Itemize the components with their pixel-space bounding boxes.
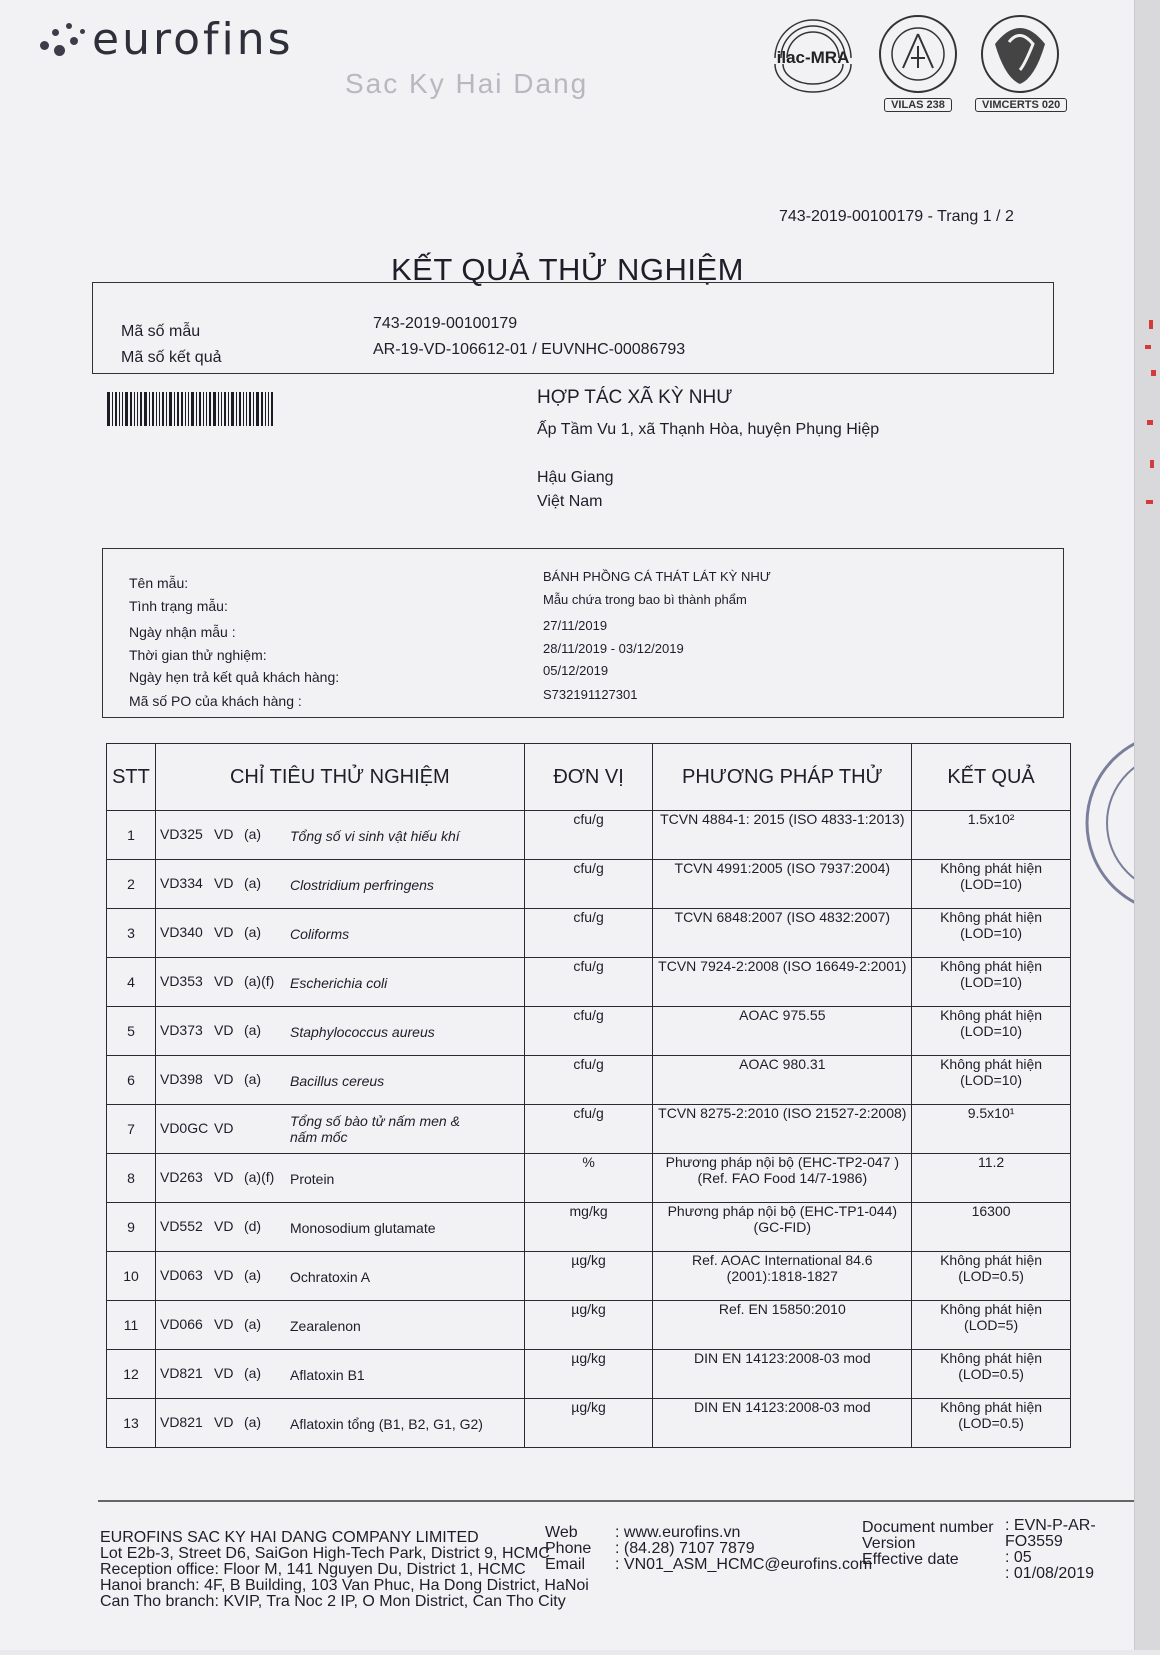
row-lab: VD: [213, 1022, 234, 1039]
results-table: [106, 743, 1071, 1448]
barcode-bar: [107, 392, 110, 426]
row-method: Phương pháp nội bộ (EHC-TP1-044) (GC-FID): [653, 1203, 912, 1252]
row-lab: VD: [213, 973, 234, 990]
row-flag: (a): [243, 875, 262, 892]
row-result: Không phát hiện (LOD=10): [912, 860, 1071, 909]
header-test: CHỈ TIÊU THỬ NGHIỆM: [155, 744, 524, 811]
barcode-bar: [149, 392, 150, 426]
customer-address-line1: Ấp Tầm Vu 1, xã Thạnh Hòa, huyện Phụng Hiệp: [537, 421, 880, 438]
row-flag: (a): [243, 1022, 262, 1039]
row-result: Không phát hiện (LOD=5): [912, 1301, 1071, 1350]
barcode-bar: [221, 392, 222, 426]
row-test: [155, 1252, 524, 1301]
row-unit: cfu/g: [524, 860, 653, 909]
logo-text: eurofins: [92, 14, 294, 65]
barcode-bar: [228, 392, 229, 426]
barcode-bar: [159, 392, 160, 426]
barcode-bar: [249, 392, 251, 426]
due-date-value: 05/12/2019: [543, 663, 609, 678]
row-stt: 2: [107, 860, 156, 909]
row-test: [155, 1154, 524, 1203]
row-result: Không phát hiện (LOD=10): [912, 1056, 1071, 1105]
customer-company: HỢP TÁC XÃ KỲ NHƯ: [537, 387, 733, 408]
sample-number-value: 743-2019-00100179: [373, 315, 518, 332]
email-value: : VN01_ASM_HCMC@eurofins.com: [615, 1556, 873, 1573]
barcode: [107, 392, 339, 426]
barcode-bar: [209, 392, 211, 426]
logo-dots-icon: [36, 15, 92, 65]
table-row: [107, 1056, 1071, 1105]
row-method: DIN EN 14123:2008-03 mod: [653, 1350, 912, 1399]
table-row: [107, 1007, 1071, 1056]
barcode-bar: [174, 392, 175, 426]
barcode-bar: [256, 392, 259, 426]
vilas-label: VILAS 238: [884, 98, 952, 112]
footer-hanoi-address: Hanoi branch: 4F, B Building, 103 Van Phuc, Ha Dong District, HaNoi: [100, 1577, 589, 1594]
barcode-bar: [144, 392, 147, 426]
row-method: TCVN 4884-1: 2015 (ISO 4833-1:2013): [653, 811, 912, 860]
barcode-bar: [224, 392, 226, 426]
barcode-bar: [166, 392, 167, 426]
row-test-name: Escherichia coli: [289, 974, 388, 991]
row-method: DIN EN 14123:2008-03 mod: [653, 1399, 912, 1448]
page-reference: 743-2019-00100179 - Trang 1 / 2: [779, 208, 1014, 225]
row-unit: cfu/g: [524, 811, 653, 860]
footer-contact-values: [615, 1525, 872, 1573]
row-lab: VD: [213, 1169, 234, 1186]
web-value: : www.eurofins.vn: [615, 1524, 741, 1541]
table-row: [107, 860, 1071, 909]
vimcerts-badge: [975, 14, 1067, 112]
vimcerts-label: VIMCERTS 020: [975, 98, 1067, 112]
bureau-accreditation-seal-icon: [873, 14, 963, 96]
barcode-bar: [119, 392, 120, 426]
row-test: [155, 860, 524, 909]
barcode-bar: [162, 392, 164, 426]
row-method: AOAC 980.31: [653, 1056, 912, 1105]
table-row: [107, 811, 1071, 860]
table-row: [107, 909, 1071, 958]
row-method: TCVN 7924-2:2008 (ISO 16649-2:2001): [653, 958, 912, 1007]
ilac-mra-logo-icon: [765, 14, 861, 94]
row-test-name: Bacillus cereus: [289, 1072, 385, 1089]
row-lab: VD: [213, 924, 234, 941]
row-code: VD066: [159, 1316, 203, 1333]
effective-date-label: Effective date: [862, 1551, 959, 1568]
row-method: TCVN 6848:2007 (ISO 4832:2007): [653, 909, 912, 958]
document-number-label: Document number: [862, 1519, 994, 1536]
row-test-name: Tổng số bào tử nấm men & nấm mốc: [289, 1113, 460, 1145]
row-lab: VD: [213, 1218, 234, 1235]
barcode-bar: [196, 392, 197, 426]
barcode-bar: [185, 392, 186, 426]
row-result: Không phát hiện (LOD=0.5): [912, 1350, 1071, 1399]
footer-doc-labels: [862, 1520, 994, 1568]
table-row: [107, 1350, 1071, 1399]
row-result: Không phát hiện (LOD=10): [912, 1007, 1071, 1056]
barcode-bar: [169, 392, 172, 426]
row-flag: (a): [243, 1071, 262, 1088]
row-test: [155, 1203, 524, 1252]
row-code: VD398: [159, 1071, 203, 1088]
row-code: VD0GC: [159, 1119, 209, 1136]
row-stt: 5: [107, 1007, 156, 1056]
web-label: Web: [545, 1524, 578, 1541]
row-flag: (a): [243, 924, 262, 941]
sample-name-value: BÁNH PHỒNG CÁ THÁT LÁT KỲ NHƯ: [543, 569, 771, 584]
barcode-bar: [140, 392, 142, 426]
sample-condition-label: Tình trạng mẫu:: [129, 598, 228, 614]
row-lab: VD: [213, 1316, 234, 1333]
table-row: [107, 1203, 1071, 1252]
table-row: [107, 1252, 1071, 1301]
version-label: Version: [862, 1535, 916, 1552]
row-result: 11.2: [912, 1154, 1071, 1203]
email-label: Email: [545, 1556, 586, 1573]
barcode-bar: [265, 392, 266, 426]
effective-date-value: : 01/08/2019: [1005, 1565, 1094, 1582]
row-flag: (a)(f): [243, 1169, 275, 1186]
barcode-bar: [191, 392, 194, 426]
barcode-bar: [243, 392, 244, 426]
header-result: KẾT QUẢ: [912, 744, 1071, 811]
row-method: Ref. EN 15850:2010: [653, 1301, 912, 1350]
row-code: VD353: [159, 973, 203, 990]
row-test: [155, 1056, 524, 1105]
row-flag: (a): [243, 1365, 262, 1382]
row-unit: cfu/g: [524, 958, 653, 1007]
barcode-bar: [112, 392, 113, 426]
sample-name-label: Tên mẫu:: [129, 575, 189, 591]
footer-divider: [98, 1500, 1138, 1502]
row-lab: VD: [213, 1414, 234, 1431]
row-unit: mg/kg: [524, 1203, 653, 1252]
barcode-bar: [218, 392, 219, 426]
row-test-name: Aflatoxin tổng (B1, B2, G1, G2): [289, 1415, 483, 1432]
row-stt: 11: [107, 1301, 156, 1350]
row-code: VD340: [159, 924, 203, 941]
eurofins-logo: [36, 14, 294, 65]
barcode-bar: [152, 392, 154, 426]
row-stt: 12: [107, 1350, 156, 1399]
row-test-name: Staphylococcus aureus: [289, 1023, 435, 1040]
row-result: Không phát hiện (LOD=0.5): [912, 1399, 1071, 1448]
test-period-label: Thời gian thử nghiệm:: [129, 647, 267, 663]
row-test-name: Protein: [289, 1170, 335, 1187]
row-test: [155, 1007, 524, 1056]
barcode-bar: [231, 392, 234, 426]
barcode-bar: [181, 392, 183, 426]
row-stt: 6: [107, 1056, 156, 1105]
barcode-bar: [246, 392, 247, 426]
barcode-bar: [177, 392, 179, 426]
po-number-value: S732191127301: [543, 687, 638, 702]
test-period-value: 28/11/2019 - 03/12/2019: [543, 641, 684, 656]
row-code: VD373: [159, 1022, 203, 1039]
svg-text:ilac-MRA: ilac-MRA: [776, 48, 850, 67]
row-code: VD325: [159, 826, 203, 843]
row-stt: 10: [107, 1252, 156, 1301]
sample-number-label: Mã số mẫu: [121, 323, 201, 340]
sample-condition-value: Mẫu chứa trong bao bì thành phẩm: [543, 592, 747, 607]
row-stt: 8: [107, 1154, 156, 1203]
barcode-bar: [213, 392, 216, 426]
barcode-bar: [122, 392, 123, 426]
phone-value: : (84.28) 7107 7879: [615, 1540, 755, 1557]
row-test-name: Clostridium perfringens: [289, 876, 434, 893]
row-test-name: Tổng số vi sinh vật hiếu khí: [289, 827, 460, 844]
table-row: [107, 1301, 1071, 1350]
barcode-bar: [261, 392, 263, 426]
table-row: [107, 1105, 1071, 1154]
row-test: [155, 811, 524, 860]
barcode-bar: [115, 392, 117, 426]
row-unit: %: [524, 1154, 653, 1203]
barcode-bar: [156, 392, 157, 426]
vimcerts-seal-icon: [975, 14, 1065, 96]
barcode-bar: [206, 392, 207, 426]
row-result: Không phát hiện (LOD=0.5): [912, 1252, 1071, 1301]
row-unit: cfu/g: [524, 1105, 653, 1154]
table-row: [107, 958, 1071, 1007]
row-stt: 9: [107, 1203, 156, 1252]
header-unit: ĐƠN VỊ: [524, 744, 653, 811]
header-method: PHƯƠNG PHÁP THỬ: [653, 744, 912, 811]
result-number-label: Mã số kết quả: [121, 349, 222, 366]
row-unit: µg/kg: [524, 1350, 653, 1399]
row-stt: 13: [107, 1399, 156, 1448]
row-unit: cfu/g: [524, 1007, 653, 1056]
phone-label: Phone: [545, 1540, 592, 1557]
document-number-value: : EVN-P-AR-FO3559: [1005, 1517, 1096, 1550]
barcode-bar: [271, 392, 273, 426]
customer-address-province: Hậu Giang: [537, 469, 614, 486]
row-lab: VD: [213, 875, 234, 892]
footer-contact-labels: [545, 1525, 591, 1573]
footer-doc-values: [1005, 1518, 1135, 1582]
ilac-mra-badge: [765, 14, 861, 94]
barcode-bar: [253, 392, 254, 426]
row-flag: (a): [243, 1414, 262, 1431]
row-test-name: Aflatoxin B1: [289, 1366, 365, 1383]
footer-lot-address: Lot E2b-3, Street D6, SaiGon High-Tech Park, District 9, HCMC: [100, 1545, 550, 1562]
row-result: 1.5x10²: [912, 811, 1071, 860]
po-number-label: Mã số PO của khách hàng :: [129, 693, 302, 709]
table-row: [107, 1399, 1071, 1448]
barcode-bar: [239, 392, 241, 426]
row-unit: µg/kg: [524, 1252, 653, 1301]
footer-company-block: [100, 1529, 592, 1610]
row-lab: VD: [213, 826, 234, 843]
row-stt: 3: [107, 909, 156, 958]
row-flag: (a): [243, 1267, 262, 1284]
header-stt: STT: [107, 744, 156, 811]
row-unit: µg/kg: [524, 1301, 653, 1350]
row-stt: 4: [107, 958, 156, 1007]
barcode-bar: [134, 392, 135, 426]
sample-id-box: [92, 282, 1054, 374]
customer-address-country: Việt Nam: [537, 493, 603, 510]
row-method: Ref. AOAC International 84.6 (2001):1818-1827: [653, 1252, 912, 1301]
faded-company-name: Sac Ky Hai Dang: [345, 68, 589, 99]
footer-company-name: EUROFINS SAC KY HAI DANG COMPANY LIMITED: [100, 1529, 479, 1546]
row-test: [155, 958, 524, 1007]
due-date-label: Ngày hẹn trả kết quả khách hàng:: [129, 669, 340, 685]
sample-info-box: [102, 548, 1064, 718]
row-method: TCVN 8275-2:2010 (ISO 21527-2:2008): [653, 1105, 912, 1154]
company-stamp-partial-icon: [1082, 728, 1135, 918]
row-lab: VD: [213, 1267, 234, 1284]
row-stt: 1: [107, 811, 156, 860]
barcode-bar: [130, 392, 132, 426]
version-value: : 05: [1005, 1549, 1032, 1566]
row-code: VD263: [159, 1169, 203, 1186]
row-code: VD821: [159, 1365, 203, 1382]
row-lab: VD: [213, 1119, 234, 1136]
table-header-row: [107, 744, 1071, 811]
row-result: 16300: [912, 1203, 1071, 1252]
row-flag: (a): [243, 1316, 262, 1333]
row-test-name: Zearalenon: [289, 1317, 361, 1334]
row-test: [155, 1301, 524, 1350]
row-test-name: Monosodium glutamate: [289, 1219, 436, 1236]
row-code: VD552: [159, 1218, 203, 1235]
row-lab: VD: [213, 1071, 234, 1088]
row-code: VD063: [159, 1267, 203, 1284]
accreditation-badges: [765, 14, 1067, 112]
bureau-accreditation-badge: [873, 14, 963, 112]
row-lab: VD: [213, 1365, 234, 1382]
table-row: [107, 1154, 1071, 1203]
barcode-bar: [188, 392, 189, 426]
barcode-bar: [236, 392, 237, 426]
page-edge-shadow: [1134, 0, 1160, 1650]
row-unit: µg/kg: [524, 1399, 653, 1448]
row-code: VD821: [159, 1414, 203, 1431]
received-date-value: 27/11/2019: [543, 618, 608, 633]
barcode-bar: [137, 392, 138, 426]
red-ink-marks-icon: [1135, 0, 1160, 1650]
row-result: Không phát hiện (LOD=10): [912, 958, 1071, 1007]
barcode-bar: [125, 392, 128, 426]
row-test: [155, 1399, 524, 1448]
received-date-label: Ngày nhận mẫu :: [129, 624, 236, 640]
barcode-bar: [203, 392, 204, 426]
row-code: VD334: [159, 875, 203, 892]
row-flag: (a): [243, 826, 262, 843]
row-result: Không phát hiện (LOD=10): [912, 909, 1071, 958]
row-test-name: Ochratoxin A: [289, 1268, 371, 1285]
barcode-bar: [268, 392, 269, 426]
row-method: TCVN 4991:2005 (ISO 7937:2004): [653, 860, 912, 909]
row-stt: 7: [107, 1105, 156, 1154]
row-unit: cfu/g: [524, 909, 653, 958]
barcode-bar: [199, 392, 201, 426]
row-test: [155, 1350, 524, 1399]
row-method: Phương pháp nội bộ (EHC-TP2-047 ) (Ref. FAO Food 14/7-1986): [653, 1154, 912, 1203]
row-result: 9.5x10¹: [912, 1105, 1071, 1154]
row-unit: cfu/g: [524, 1056, 653, 1105]
footer-reception-address: Reception office: Floor M, 141 Nguyen Du, District 1, HCMC: [100, 1561, 526, 1578]
row-method: AOAC 975.55: [653, 1007, 912, 1056]
footer-cantho-address: Can Tho branch: KVIP, Tra Noc 2 IP, O Mon District, Can Tho City: [100, 1593, 566, 1610]
row-flag: (a)(f): [243, 973, 275, 990]
row-test: [155, 1105, 524, 1154]
row-test: [155, 909, 524, 958]
row-flag: (d): [243, 1218, 262, 1235]
document-title: KẾT QUẢ THỬ NGHIỆM: [391, 252, 744, 287]
result-number-value: AR-19-VD-106612-01 / EUVNHC-00086793: [373, 341, 686, 358]
row-test-name: Coliforms: [289, 925, 350, 942]
